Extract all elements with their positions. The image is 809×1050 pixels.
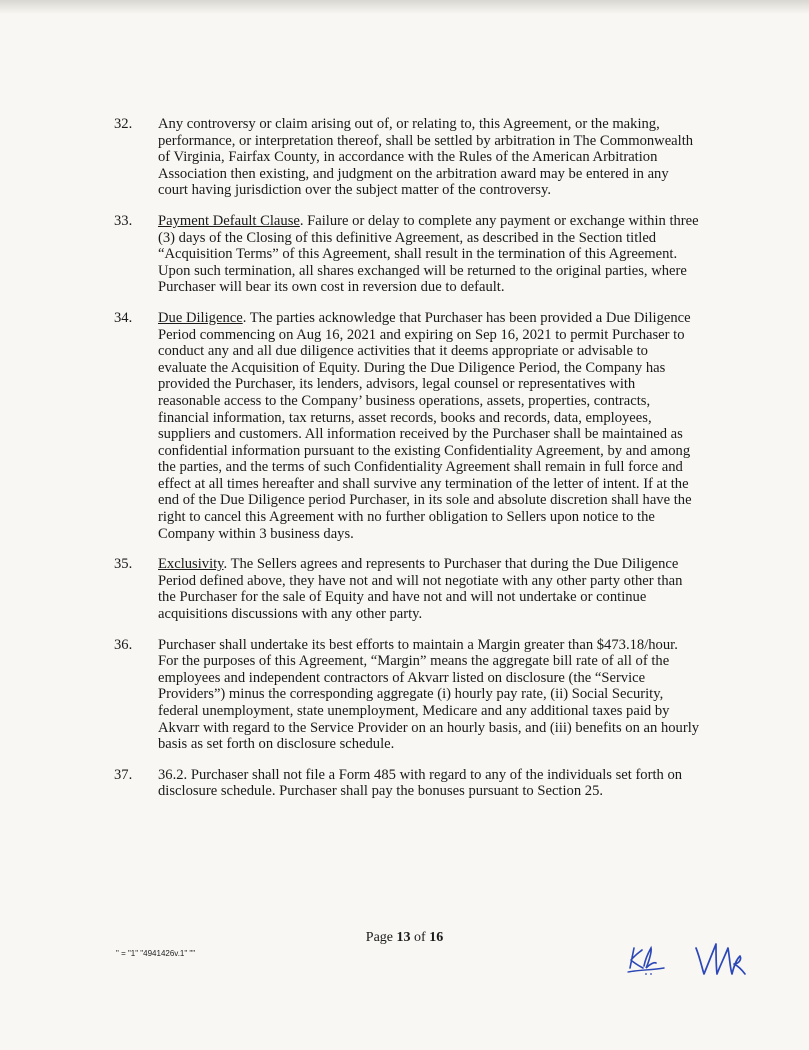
clause-number: 34. — [114, 309, 133, 326]
clause-number: 33. — [114, 212, 133, 229]
clause-text — [158, 556, 700, 622]
clause-body: 36.2. Purchaser shall not file a Form 485 with regard to any of the individuals set forth on disclosure schedule. Purchaser shall pay the bonuses pursuant to Section 25. — [158, 766, 683, 800]
clause-text — [158, 213, 700, 296]
clause-body: Any controversy or claim arising out of, or relating to, this Agreement, or the making, performance, or interpretation thereof, shall be settled by arbitration in The Commonwealth of Virginia, Fairfax County, in accordance with the Rules of the American Arbitration Association then existing, and judgment on the arbitration award may be entered in any court having jurisdiction over the subject matter of the controversy. — [158, 116, 694, 199]
clause-33 — [114, 213, 700, 296]
clause-list — [114, 116, 700, 814]
initials-signature-1 — [626, 942, 670, 976]
scan-edge — [0, 0, 809, 14]
page-number — [0, 930, 809, 946]
clause-body: . The parties acknowledge that Purchaser has been provided a Due Diligence Period commencing on Aug 16, 2021 and expiring on Sep 16, 2021 to permit Purchaser to conduct any and all due diligence activities that it deems appropriate or advisable to evaluate the Acquisition of Equity. During the Due Diligence Period, the Company has provided the Purchaser, its lenders, advisors, legal counsel or representatives with reasonable access to the Company’ business operations, assets, properties, contracts, financial information, tax returns, asset records, books and records, data, employees, suppliers and customers. All information received by the Purchaser shall be maintained as confidential information pursuant to the existing Confidentiality Agreement, by and among the parties, and the terms of such Confidentiality Agreement shall remain in full force and effect at all times hereafter and shall survive any termination of the letter of intent. If at the end of the Due Diligence period Purchaser, in its sole and absolute discretion shall have the right to cancel this Agreement with no further obligation to Sellers upon notice to the Company within 3 business days. — [158, 309, 692, 542]
clause-35 — [114, 556, 700, 622]
page-total: 16 — [429, 930, 444, 945]
clause-34 — [114, 310, 700, 542]
clause-36 — [114, 637, 700, 753]
clause-number: 37. — [114, 766, 133, 783]
clause-number: 32. — [114, 116, 133, 132]
clause-number: 35. — [114, 556, 133, 573]
clause-heading: Due Diligence — [158, 309, 243, 326]
clause-37 — [114, 767, 700, 800]
page-prefix: Page — [365, 930, 397, 945]
clause-32 — [114, 116, 700, 199]
clause-heading: Payment Default Clause — [158, 212, 300, 229]
clause-text — [158, 310, 700, 542]
clause-body: Purchaser shall undertake its best efforts to maintain a Margin greater than $473.18/hour. For the purposes of this Agreement, “Margin” means the aggregate bill rate of all of the employees and independent contractors of Akvarr listed on disclosure (the “Service Providers”) minus the corresponding aggregate (i) hourly pay rate, (ii) Social Security, federal unemployment, state unemployment, Medicare and any additional taxes paid by Akvarr with regard to the Service Provider on an hourly basis, and (iii) benefits on an hourly basis as set forth on disclosure schedule. — [158, 636, 700, 753]
initials-signature-2 — [690, 938, 748, 980]
clause-text — [158, 116, 700, 199]
clause-body: . Failure or delay to complete any payment or exchange within three (3) days of the Closing of this definitive Agreement, as described in the Section titled “Acquisition Terms” of this Agreement, shall result in the termination of this Agreement. Upon such termination, all shares exchanged will be returned to the original parties, where Purchaser will bear its own cost in reversion due to default. — [158, 212, 699, 296]
clause-number: 36. — [114, 636, 133, 653]
page-current: 13 — [396, 930, 411, 945]
clause-text — [158, 767, 700, 800]
document-id: " = "1" "4941426v.1" "" — [116, 949, 196, 958]
clause-body: . The Sellers agrees and represents to Purchaser that during the Due Diligence Period defined above, they have not and will not negotiate with any other party other than the Purchaser for the sale of Equity and have not and will not undertake or continue acquisitions discussions with any other party. — [158, 556, 683, 623]
page-separator: of — [410, 930, 430, 945]
clause-heading: Exclusivity — [158, 556, 224, 573]
clause-text — [158, 637, 700, 753]
